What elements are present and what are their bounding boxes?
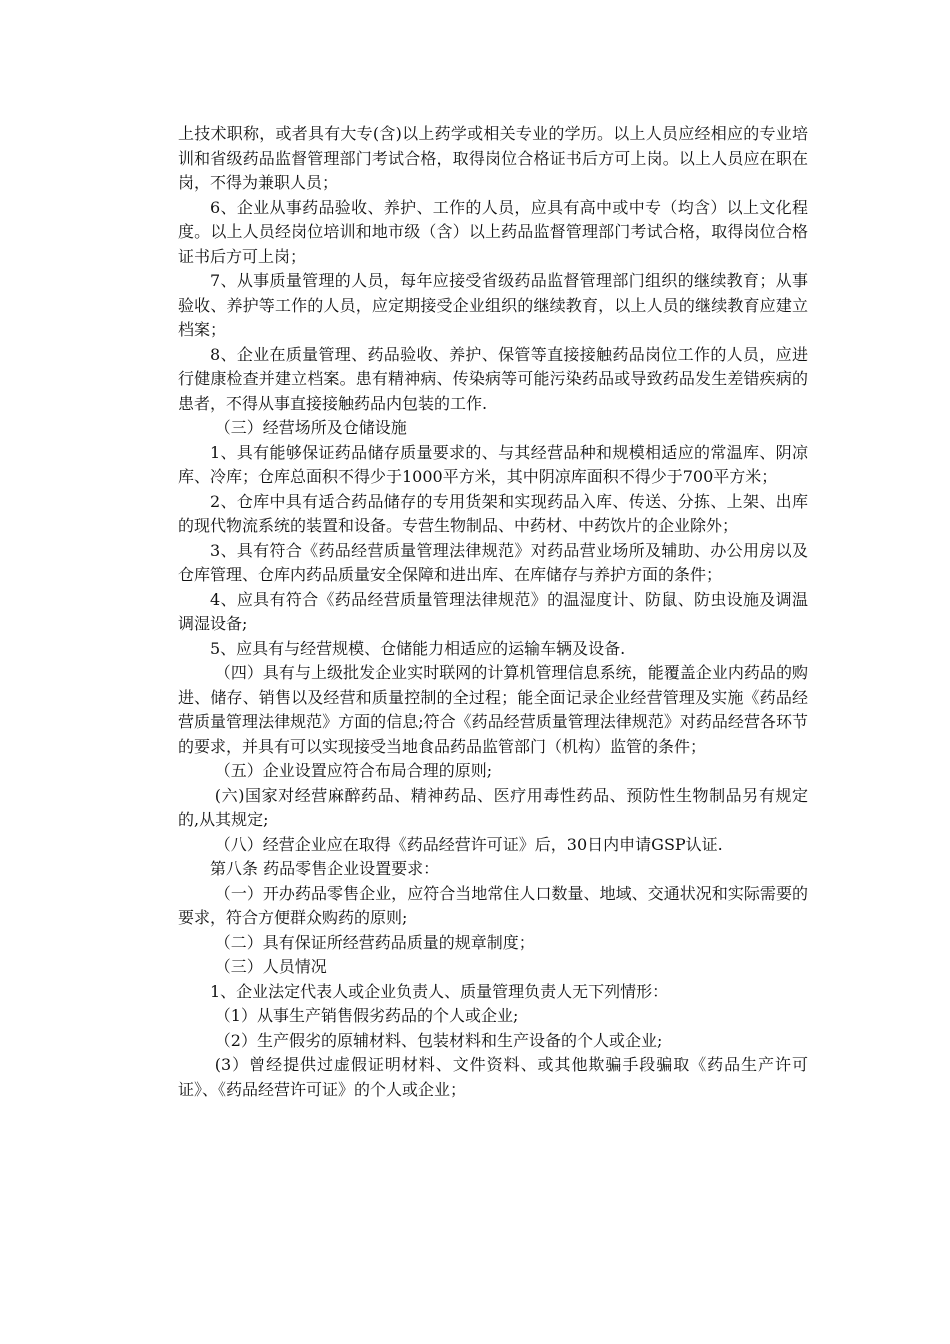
paragraph: 4、应具有符合《药品经营质量管理法律规范》的温湿度计、防鼠、防虫设施及调温调湿设备; bbox=[178, 589, 808, 633]
paragraph: (3）曾经提供过虚假证明材料、文件资料、或其他欺骗手段骗取《药品生产许可证》、《药品经营许可证》的个人或企业； bbox=[178, 1055, 808, 1099]
paragraph: （2）生产假劣的原辅材料、包装材料和生产设备的个人或企业; bbox=[214, 1030, 663, 1050]
paragraph: （八）经营企业应在取得《药品经营许可证》后，30日内申请GSP认证. bbox=[214, 834, 723, 854]
paragraph: 3、具有符合《药品经营质量管理法律规范》对药品营业场所及辅助、办公用房以及仓库管理、仓库内药品质量安全保障和进出库、在库储存与养护方面的条件； bbox=[178, 540, 808, 584]
paragraph: 2、仓库中具有适合药品储存的专用货架和实现药品入库、传送、分拣、上架、出库的现代物流系统的装置和设备。专营生物制品、中药材、中药饮片的企业除外； bbox=[178, 491, 808, 535]
paragraph: 第八条 药品零售企业设置要求： bbox=[210, 859, 440, 878]
paragraph: （四）具有与上级批发企业实时联网的计算机管理信息系统，能覆盖企业内药品的购进、储存、销售以及经营和质量控制的全过程；能全面记录企业经营管理及实施《药品经营质量管理法律规范》方面的信息;符合《药品经营质量管理法律规范》对药品经营各环节的要求，并具有可以实现接受当地食品药品监管部门（机构）监管的条件； bbox=[178, 663, 808, 756]
paragraph: （五）企业设置应符合布局合理的原则; bbox=[214, 761, 493, 780]
paragraph: （三）经营场所及仓储设施 bbox=[214, 418, 407, 437]
paragraph: 7、从事质量管理的人员，每年应接受省级药品监督管理部门组织的继续教育；从事验收、养护等工作的人员，应定期接受企业组织的继续教育，以上人员的继续教育应建立档案； bbox=[178, 271, 808, 339]
paragraph: 上技术职称，或者具有大专(含)以上药学或相关专业的学历。以上人员应经相应的专业培训和省级药品监督管理部门考试合格，取得岗位合格证书后方可上岗。以上人员应在职在岗，不得为兼职人员； bbox=[178, 124, 808, 192]
paragraph: 5、应具有与经营规模、仓储能力相适应的运输车辆及设备. bbox=[210, 638, 626, 658]
paragraph: 6、企业从事药品验收、养护、工作的人员，应具有高中或中专（均含）以上文化程度。以上人员经岗位培训和地市级（含）以上药品监督管理部门考试合格，取得岗位合格证书后方可上岗； bbox=[178, 197, 808, 266]
paragraph: （一）开办药品零售企业，应符合当地常住人口数量、地域、交通状况和实际需要的要求，符合方便群众购药的原则; bbox=[178, 883, 808, 927]
paragraph: （三）人员情况 bbox=[214, 957, 327, 976]
paragraph: 1、企业法定代表人或企业负责人、质量管理负责人无下列情形： bbox=[210, 981, 669, 1001]
paragraph: 8、企业在质量管理、药品验收、养护、保管等直接接触药品岗位工作的人员，应进行健康检查并建立档案。患有精神病、传染病等可能污染药品或导致药品发生差错疾病的患者，不得从事直接接触药品内包装的工作. bbox=[178, 344, 808, 413]
document-body bbox=[178, 122, 808, 1102]
paragraph: (六)国家对经营麻醉药品、精神药品、医疗用毒性药品、预防性生物制品另有规定的,从其规定; bbox=[178, 785, 808, 829]
paragraph: 1、具有能够保证药品储存质量要求的、与其经营品种和规模相适应的常温库、阴凉库、冷库；仓库总面积不得少于1000平方米，其中阴凉库面积不得少于700平方米； bbox=[178, 442, 808, 486]
paragraph: （1）从事生产销售假劣药品的个人或企业; bbox=[214, 1006, 519, 1025]
paragraph: （二）具有保证所经营药品质量的规章制度； bbox=[214, 932, 535, 952]
